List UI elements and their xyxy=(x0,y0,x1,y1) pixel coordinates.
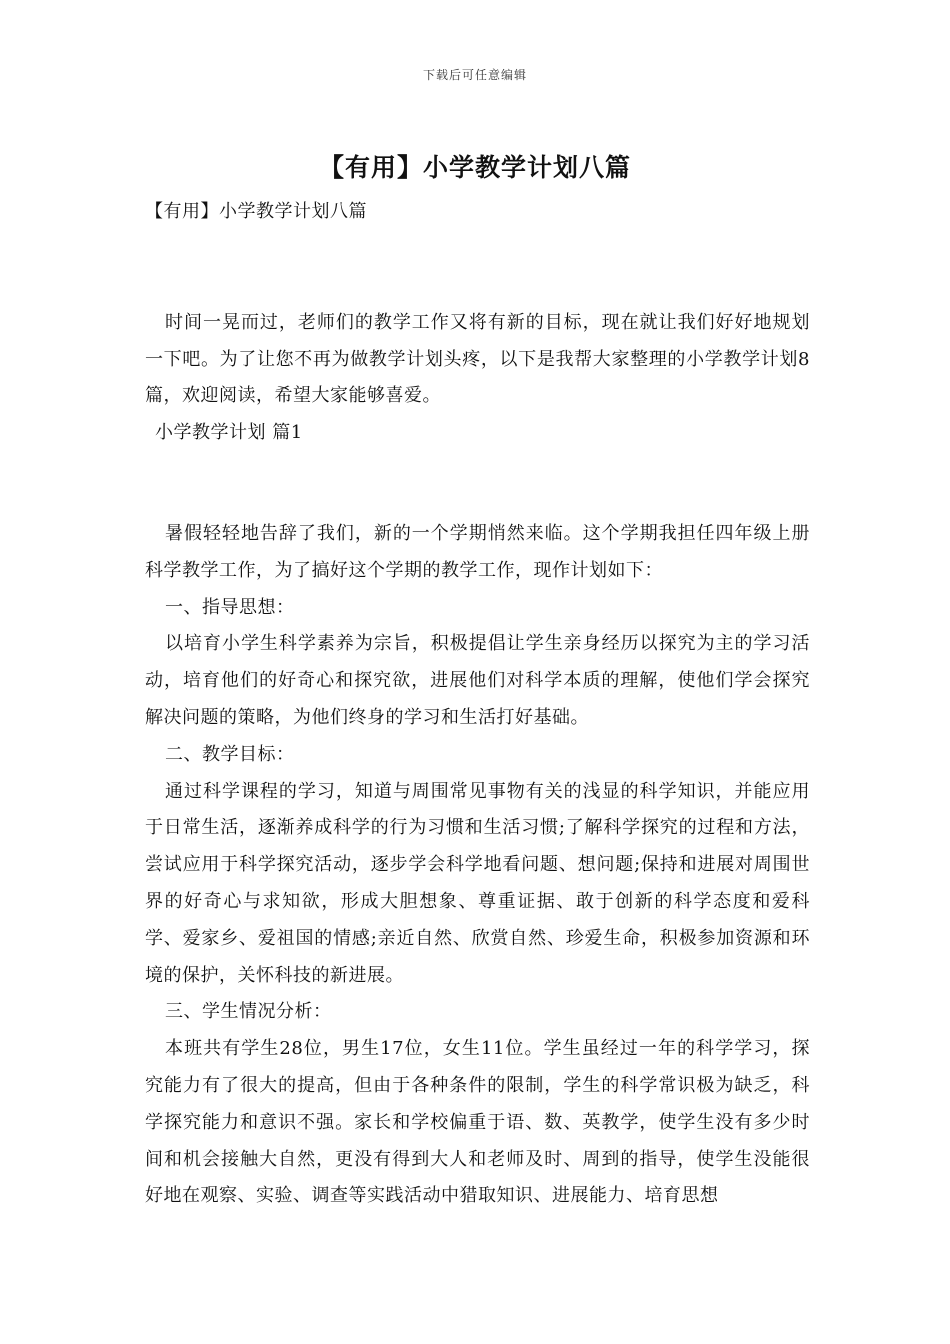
paragraph-student-analysis: 本班共有学生28位，男生17位，女生11位。学生虽经过一年的科学学习，探究能力有了很大的提高，但由于各种条件的限制，学生的科学常识极为缺乏，科学探究能力和意识不强。家长和学校偏重于语、数、英教学，使学生没有多少时间和机会接触大自然，更没有得到大人和老师及时、周到的指导，使学生没能很好地在观察、实验、调查等实践活动中猎取知识、进展能力、培育思想 xyxy=(145,1038,810,1207)
document-subtitle: 【有用】小学教学计划八篇 xyxy=(145,201,367,222)
paragraph-teaching-goals: 通过科学课程的学习，知道与周围常见事物有关的浅显的科学知识，并能应用于日常生活，逐渐养成科学的行为习惯和生活习惯;了解科学探究的过程和方法，尝试应用于科学探究活动，逐步学会科学地看问题、想问题;保持和进展对周围世界的好奇心与求知欲，形成大胆想象、尊重证据、敢于创新的科学态度和爱科学、爱家乡、爱祖国的情感;亲近自然、欣赏自然、珍爱生命，积极参加资源和环境的保护，关怀科技的新进展。 xyxy=(145,780,810,986)
header-note: 下载后可任意编辑 xyxy=(422,68,527,82)
paragraph-opening: 暑假轻轻地告辞了我们，新的一个学期悄然来临。这个学期我担任四年级上册科学教学工作，为了搞好这个学期的教学工作，现作计划如下： xyxy=(145,522,810,581)
intro-paragraph: 时间一晃而过，老师们的教学工作又将有新的目标，现在就让我们好好地规划一下吧。为了让您不再为做教学计划头疼，以下是我帮大家整理的小学教学计划8篇，欢迎阅读，希望大家能够喜爱。 xyxy=(145,311,810,407)
paragraph-guiding-thought: 以培育小学生科学素养为宗旨，积极提倡让学生亲身经历以探究为主的学习活动，培育他们的好奇心和探究欲，进展他们对科学本质的理解，使他们学会探究解决问题的策略，为他们终身的学习和生活打好基础。 xyxy=(145,633,810,728)
heading-guiding-thought: 一、指导思想： xyxy=(165,596,295,618)
section-label: 小学教学计划 篇1 xyxy=(155,422,303,444)
document-title: 【有用】小学教学计划八篇 xyxy=(318,153,631,182)
document-body xyxy=(145,194,810,1215)
heading-student-analysis: 三、学生情况分析： xyxy=(165,1001,332,1023)
heading-teaching-goals: 二、教学目标： xyxy=(165,743,295,765)
spacer xyxy=(145,452,810,516)
spacer xyxy=(145,231,810,305)
